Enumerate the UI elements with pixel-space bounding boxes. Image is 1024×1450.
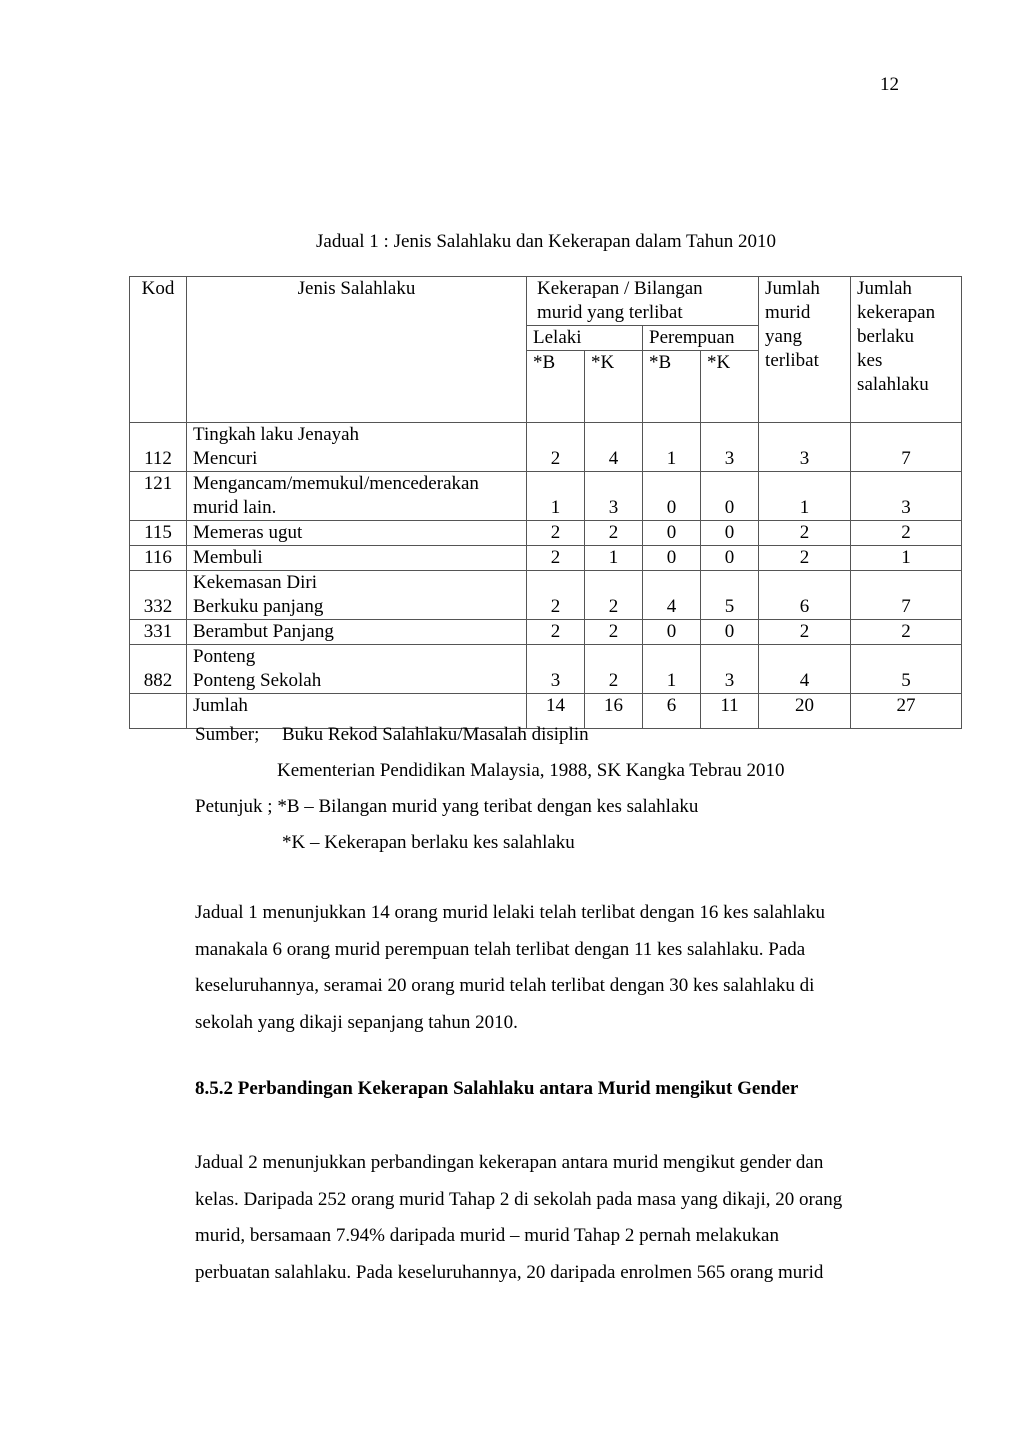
cell-perempuan-k: 0 — [701, 620, 759, 645]
cell-lelaki-b: 1 — [527, 472, 585, 521]
paragraph-line: manakala 6 orang murid perempuan telah terlibat dengan 11 kes salahlaku. Pada — [195, 938, 806, 960]
cell-perempuan-k: 5 — [701, 571, 759, 620]
cell-jenis — [187, 472, 527, 521]
cell-kod: 112 — [130, 423, 187, 472]
cell-jumlah-kekerapan: 7 — [851, 423, 962, 472]
cell-kod: 121 — [130, 472, 187, 521]
header-kod: Kod — [130, 277, 187, 423]
cell-jumlah-murid: 1 — [759, 472, 851, 521]
header-jumlah-kekerapan — [851, 277, 962, 423]
table-caption: Jadual 1 : Jenis Salahlaku dan Kekerapan dalam Tahun 2010 — [316, 231, 776, 252]
cell-perempuan-b: 1 — [643, 423, 701, 472]
cell-jumlah-kekerapan: 7 — [851, 571, 962, 620]
paragraph-line: murid, bersamaan 7.94% daripada murid – murid Tahap 2 pernah melakukan — [195, 1225, 779, 1246]
category-label: Tingkah laku Jenayah — [193, 424, 360, 445]
header-lelaki-b: *B — [527, 351, 585, 423]
cell-lelaki-k: 2 — [585, 521, 643, 546]
table-row — [130, 546, 962, 571]
cell-lelaki-b: 2 — [527, 620, 585, 645]
cell-perempuan-k: 3 — [701, 645, 759, 694]
header-jumlah-kekerapan-line: kes — [857, 350, 883, 371]
cell-perempuan-b: 4 — [643, 571, 701, 620]
header-jumlah-murid-line: yang — [765, 326, 802, 347]
cell-jenis: Membuli — [187, 546, 527, 571]
header-jumlah-kekerapan-line: salahlaku — [857, 374, 929, 395]
jenis-label: Berkuku panjang — [193, 596, 324, 617]
cell-jumlah-kekerapan: 2 — [851, 521, 962, 546]
cell-perempuan-k: 0 — [701, 546, 759, 571]
total-jumlah-kekerapan: 27 — [851, 694, 962, 729]
cell-perempuan-b: 0 — [643, 546, 701, 571]
header-jumlah-kekerapan-line: berlaku — [857, 326, 915, 347]
total-label: Jumlah — [187, 694, 527, 729]
cell-lelaki-b: 2 — [527, 571, 585, 620]
header-perempuan-b: *B — [643, 351, 701, 423]
cell-lelaki-b: 3 — [527, 645, 585, 694]
cell-lelaki-k: 2 — [585, 645, 643, 694]
paragraph-line: keseluruhannya, seramai 20 orang murid telah terlibat dengan 30 kes salahlaku di — [195, 975, 815, 996]
header-jumlah-kekerapan-line: kekerapan — [857, 302, 936, 323]
header-perempuan: Perempuan — [643, 326, 759, 351]
table-row — [130, 645, 962, 694]
header-jumlah-murid-line: murid — [765, 302, 811, 323]
header-row-1 — [130, 277, 962, 326]
header-lelaki: Lelaki — [527, 326, 643, 351]
cell-lelaki-b: 2 — [527, 521, 585, 546]
paragraph-2 — [195, 1145, 915, 1291]
header-lelaki-k: *K — [585, 351, 643, 423]
cell-jenis — [187, 645, 527, 694]
cell-perempuan-k: 0 — [701, 521, 759, 546]
salahlaku-table — [129, 276, 962, 729]
page-number: 12 — [880, 74, 899, 95]
header-kekerapan: Kekerapan / Bilangan murid yang terlibat — [527, 277, 759, 326]
cell-lelaki-k: 3 — [585, 472, 643, 521]
cell-perempuan-k: 0 — [701, 472, 759, 521]
cell-jumlah-kekerapan: 5 — [851, 645, 962, 694]
cell-jumlah-murid: 4 — [759, 645, 851, 694]
total-perempuan-k: 11 — [701, 694, 759, 729]
petunjuk-line-1: Petunjuk ; *B – Bilangan murid yang teribat dengan kes salahlaku — [195, 796, 699, 817]
cell-perempuan-b: 0 — [643, 472, 701, 521]
jenis-label: murid lain. — [193, 497, 277, 518]
header-perempuan-k: *K — [701, 351, 759, 423]
category-label: Ponteng — [193, 646, 256, 667]
sumber-label: Sumber; — [195, 724, 260, 745]
cell-jumlah-murid: 2 — [759, 620, 851, 645]
cell-jumlah-murid: 3 — [759, 423, 851, 472]
sumber-line-2: Kementerian Pendidikan Malaysia, 1988, SK Kangka Tebrau 2010 — [277, 760, 785, 781]
table-row — [130, 423, 962, 472]
cell-kod — [130, 694, 187, 729]
cell-lelaki-k: 1 — [585, 546, 643, 571]
jenis-label: Ponteng Sekolah — [193, 670, 322, 691]
cell-kod: 882 — [130, 645, 187, 694]
cell-jenis — [187, 423, 527, 472]
cell-jenis: Berambut Panjang — [187, 620, 527, 645]
cell-perempuan-b: 0 — [643, 521, 701, 546]
section-heading: 8.5.2 Perbandingan Kekerapan Salahlaku antara Murid mengikut Gender — [195, 1078, 799, 1099]
petunjuk-line-2: *K – Kekerapan berlaku kes salahlaku — [282, 832, 575, 853]
cell-kod: 115 — [130, 521, 187, 546]
cell-perempuan-b: 0 — [643, 620, 701, 645]
cell-jumlah-murid: 2 — [759, 546, 851, 571]
cell-kod: 116 — [130, 546, 187, 571]
table-row — [130, 472, 962, 521]
jenis-label: Mencuri — [193, 448, 258, 469]
total-lelaki-k: 16 — [585, 694, 643, 729]
header-jumlah-murid-line: terlibat — [765, 350, 819, 371]
cell-kod: 331 — [130, 620, 187, 645]
paragraph-line: Jadual 2 menunjukkan perbandingan kekerapan antara murid mengikut gender dan — [195, 1152, 824, 1173]
paragraph-line: sekolah yang dikaji sepanjang tahun 2010. — [195, 1011, 518, 1033]
cell-jenis — [187, 571, 527, 620]
table-row — [130, 571, 962, 620]
cell-kod: 332 — [130, 571, 187, 620]
paragraph-line: kelas. Daripada 252 orang murid Tahap 2 di sekolah pada masa yang dikaji, 20 orang — [195, 1188, 843, 1210]
cell-perempuan-k: 3 — [701, 423, 759, 472]
paragraph-line: perbuatan salahlaku. Pada keseluruhannya, 20 daripada enrolmen 565 orang murid — [195, 1261, 824, 1283]
cell-jumlah-kekerapan: 1 — [851, 546, 962, 571]
cell-jenis: Memeras ugut — [187, 521, 527, 546]
cell-lelaki-k: 2 — [585, 571, 643, 620]
cell-lelaki-k: 4 — [585, 423, 643, 472]
jenis-label-line1: Mengancam/memukul/mencederakan — [193, 473, 479, 494]
table-row — [130, 521, 962, 546]
cell-jumlah-murid: 2 — [759, 521, 851, 546]
cell-jumlah-kekerapan: 2 — [851, 620, 962, 645]
cell-lelaki-k: 2 — [585, 620, 643, 645]
total-perempuan-b: 6 — [643, 694, 701, 729]
sumber-line-1: Buku Rekod Salahlaku/Masalah disiplin — [282, 724, 589, 745]
header-jumlah-murid-line: Jumlah — [765, 278, 820, 299]
total-jumlah-murid: 20 — [759, 694, 851, 729]
paragraph-line: Jadual 1 menunjukkan 14 orang murid lelaki telah terlibat dengan 16 kes salahlaku — [195, 902, 825, 923]
paragraph-1 — [195, 895, 915, 1041]
header-jumlah-kekerapan-line: Jumlah — [857, 278, 912, 299]
cell-lelaki-b: 2 — [527, 423, 585, 472]
table-row — [130, 620, 962, 645]
cell-lelaki-b: 2 — [527, 546, 585, 571]
cell-jumlah-murid: 6 — [759, 571, 851, 620]
header-jumlah-murid — [759, 277, 851, 423]
cell-jumlah-kekerapan: 3 — [851, 472, 962, 521]
header-jenis: Jenis Salahlaku — [187, 277, 527, 423]
total-lelaki-b: 14 — [527, 694, 585, 729]
category-label: Kekemasan Diri — [193, 572, 317, 593]
cell-perempuan-b: 1 — [643, 645, 701, 694]
